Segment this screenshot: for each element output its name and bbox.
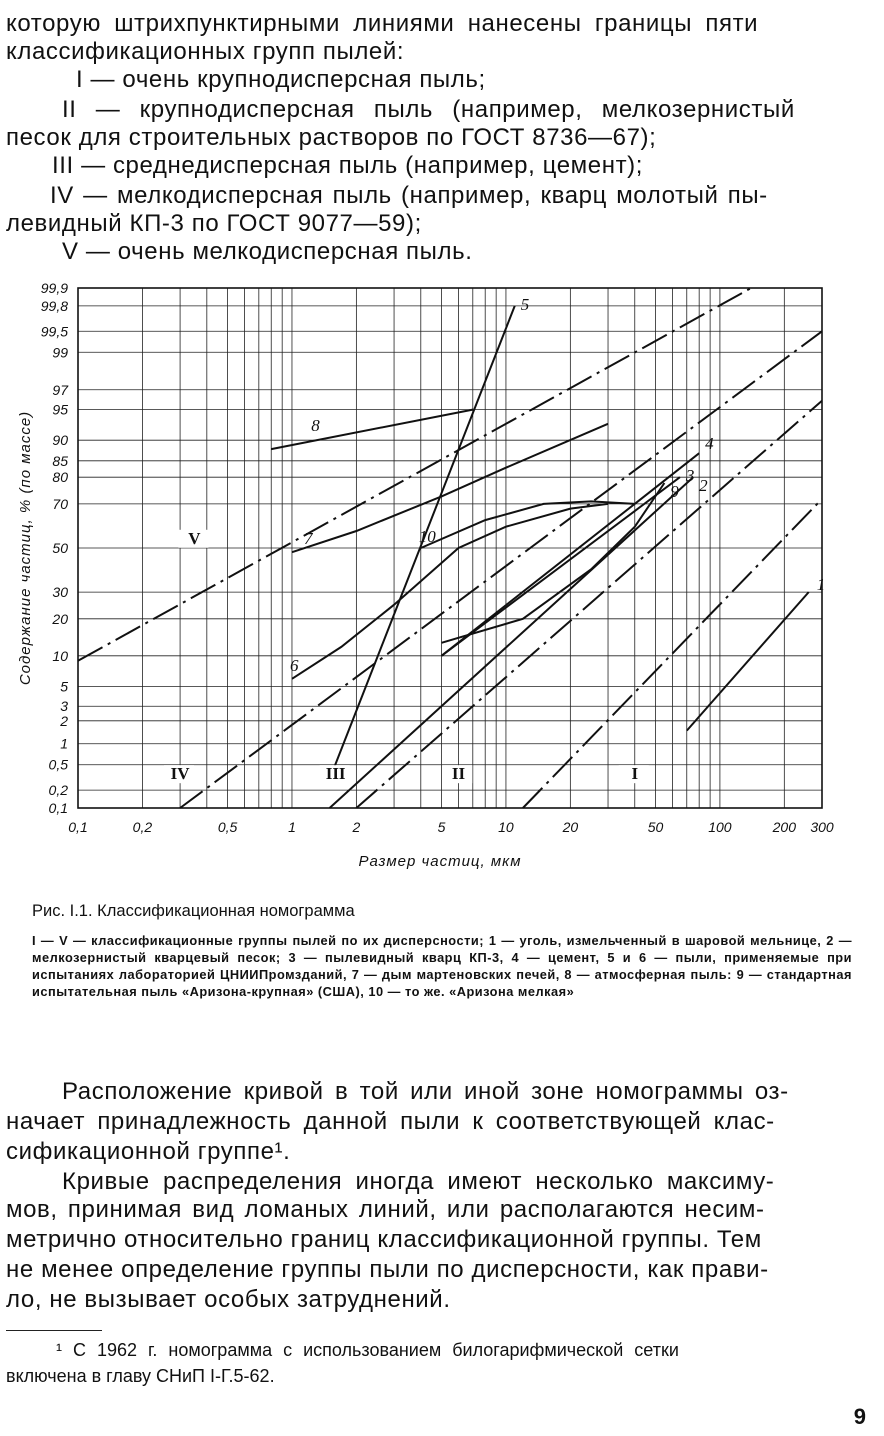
- curve-label: 8: [311, 416, 320, 436]
- curve-label: 2: [699, 476, 708, 496]
- curve-label: 5: [520, 294, 530, 314]
- y-tick-label: 3: [60, 698, 68, 715]
- text-line: Расположение кривой в той или иной зоне номограммы оз-: [62, 1078, 789, 1105]
- x-tick-label: 0,5: [217, 819, 238, 835]
- text-line: мов, принимая вид ломаных линий, или располагаются несим-: [6, 1196, 765, 1223]
- y-axis-title: Содержание частиц, % (по массе): [17, 410, 34, 686]
- x-tick-label: 200: [772, 819, 797, 835]
- text-line: IV — мелкодисперсная пыль (например, кварц молотый пы-: [50, 182, 768, 209]
- y-tick-label: 99,8: [40, 297, 68, 314]
- text-line: начает принадлежность данной пыли к соответствующей клас-: [6, 1108, 775, 1135]
- y-tick-label: 10: [52, 647, 68, 664]
- curve-label: 9: [670, 482, 679, 502]
- text-line: метрично относительно границ классификационной группы. Тем: [6, 1226, 762, 1253]
- x-tick-label: 10: [498, 819, 514, 835]
- text-line: сификационной группе¹.: [6, 1138, 291, 1165]
- y-tick-label: 99: [52, 344, 68, 361]
- figure-legend: I — V — классификационные группы пылей по их дисперсности; 1 — уголь, измельченный в шаровой мельнице, 2 — мелкозернистый кварцевый песок; 3 — пылевидный кварц КП-3, 4 — цемент, 5 и 6 — пыли, применяемые при испытаниях лабораторией ЦНИИПромзданий, 7 — дым мартеновских печей, 8 — атмосферная пыль: 9 — стандартная испытательная пыль «Аризона-крупная» (США), 10 — то же. «Аризона мелкая»: [32, 933, 852, 999]
- y-tick-label: 30: [52, 584, 68, 601]
- chart-labels: [17, 280, 834, 870]
- text-line: песок для строительных растворов по ГОСТ 8736—67);: [6, 124, 657, 151]
- group-boundary-line: [180, 331, 822, 808]
- text-line: V — очень мелкодисперсная пыль.: [62, 238, 473, 265]
- text-line: классификационных групп пылей:: [6, 38, 405, 65]
- y-tick-label: 99,5: [40, 323, 68, 340]
- text-line: II — крупнодисперсная пыль (например, мелкозернистый: [62, 96, 795, 123]
- page-number: 9: [853, 1404, 866, 1429]
- text-line: не менее определение группы пыли по дисперсности, как прави-: [6, 1256, 769, 1283]
- group-label: II: [451, 764, 466, 784]
- curve-8: [271, 410, 473, 450]
- y-tick-label: 20: [52, 610, 68, 627]
- curve-label: 3: [685, 466, 695, 486]
- group-label: III: [325, 764, 346, 784]
- curve-label: 1: [816, 575, 826, 595]
- group-label: I: [631, 764, 639, 784]
- curve-label: 7: [303, 529, 313, 549]
- y-tick-label: 99,9: [40, 280, 68, 296]
- footnote-rule: [6, 1330, 102, 1331]
- y-tick-label: 90: [52, 432, 68, 449]
- curve-label: 10: [418, 527, 436, 546]
- footnote-line: ¹ С 1962 г. номограмма с использованием билогарифмической сетки: [56, 1340, 679, 1360]
- chart-grid: [78, 288, 822, 808]
- y-tick-label: 0,5: [48, 756, 68, 773]
- x-tick-label: 0,1: [68, 819, 88, 835]
- x-tick-label: 50: [647, 819, 664, 835]
- y-tick-label: 0,1: [48, 800, 68, 816]
- y-tick-label: 50: [52, 540, 68, 556]
- y-tick-label: 95: [52, 401, 68, 418]
- y-tick-label: 2: [60, 712, 68, 729]
- text-line: I — очень крупнодисперсная пыль;: [76, 66, 486, 93]
- group-boundary-line: [78, 288, 751, 661]
- group-label: IV: [170, 764, 190, 784]
- y-tick-label: 5: [60, 678, 68, 695]
- curve-label: 4: [705, 434, 714, 454]
- classification-nomogram: [0, 280, 884, 880]
- y-tick-label: 85: [52, 452, 68, 469]
- group-boundary-line: [356, 401, 822, 808]
- x-tick-label: 0,2: [132, 819, 153, 835]
- dust-curves: [271, 306, 809, 808]
- text-line: III — среднедисперсная пыль (например, цемент);: [52, 152, 644, 179]
- curve-7: [292, 424, 608, 552]
- footnote-line: включена в главу СНиП I-Г.5-62.: [6, 1366, 275, 1386]
- text-line: Кривые распределения иногда имеют несколько максиму-: [62, 1168, 775, 1195]
- figure-caption: Рис. I.1. Классификационная номограмма: [32, 902, 355, 920]
- y-tick-label: 1: [60, 735, 68, 752]
- x-tick-label: 1: [288, 819, 296, 835]
- x-tick-label: 100: [708, 819, 732, 835]
- y-tick-label: 70: [52, 495, 68, 512]
- text-line: которую штрихпунктирными линиями нанесены границы пяти: [6, 10, 759, 37]
- x-tick-label: 5: [437, 819, 446, 835]
- y-tick-label: 80: [52, 469, 68, 486]
- y-tick-label: 97: [52, 381, 68, 398]
- x-tick-label: 20: [562, 819, 579, 835]
- x-axis-title: Размер частиц, мкм: [358, 853, 522, 870]
- curve-10: [418, 501, 635, 548]
- curve-label: 6: [289, 655, 299, 675]
- x-tick-label: 300: [810, 819, 834, 835]
- group-label: V: [188, 528, 201, 548]
- y-tick-label: 0,2: [48, 782, 68, 799]
- text-line: ло, не вызывает особых затруднений.: [6, 1286, 451, 1313]
- curve-2: [330, 477, 694, 808]
- text-line: левидный КП-3 по ГОСТ 9077—59);: [6, 210, 422, 237]
- x-tick-label: 2: [352, 819, 361, 835]
- curve-1: [687, 592, 809, 731]
